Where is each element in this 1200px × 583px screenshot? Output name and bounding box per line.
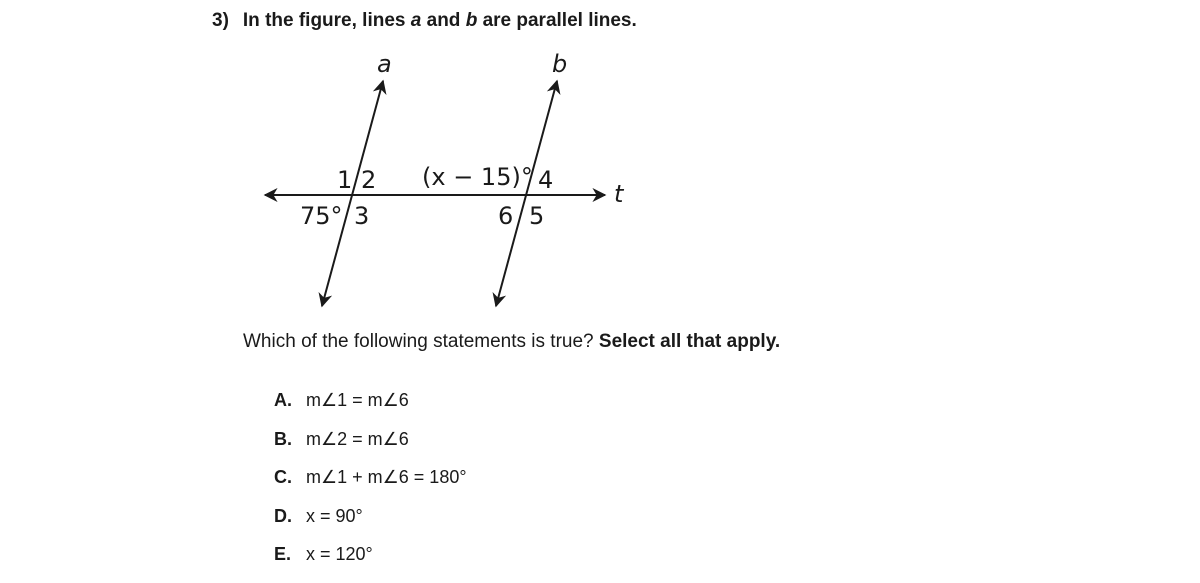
angle-4-label: 4 bbox=[538, 166, 554, 194]
choice-text: x = 90° bbox=[306, 505, 363, 526]
choice-c[interactable] bbox=[274, 467, 467, 506]
choice-text: x = 120° bbox=[306, 544, 373, 564]
question-number: 3) bbox=[212, 10, 229, 31]
angle-6-label: 6 bbox=[498, 202, 514, 230]
parallel-lines-figure bbox=[250, 44, 650, 319]
title-prefix: In the figure, lines bbox=[242, 10, 411, 31]
choice-d[interactable] bbox=[274, 506, 467, 545]
line-b-label: b bbox=[552, 50, 568, 78]
title-mid: and bbox=[421, 10, 466, 31]
choice-letter: E. bbox=[274, 544, 292, 564]
choice-letter: C. bbox=[274, 467, 292, 487]
angle-2-label: 2 bbox=[361, 166, 377, 194]
line-a-label: a bbox=[377, 50, 392, 78]
prompt-emphasis: Select all that apply. bbox=[598, 331, 781, 352]
prompt-text: Which of the following statements is true? bbox=[243, 331, 599, 352]
title-suffix: are parallel lines. bbox=[477, 10, 637, 31]
choice-e[interactable] bbox=[274, 544, 467, 583]
angle-1-label: 1 bbox=[337, 166, 353, 194]
figure-svg bbox=[250, 44, 650, 319]
choice-text: m∠2 = m∠6 bbox=[306, 428, 409, 449]
angle-expression-label: (x − 15)° bbox=[422, 163, 533, 191]
choice-letter: A. bbox=[274, 390, 292, 410]
choice-b[interactable] bbox=[274, 429, 467, 468]
choice-text: m∠1 = m∠6 bbox=[306, 390, 409, 410]
question-title bbox=[212, 10, 637, 32]
choice-text: m∠1 + m∠6 = 180° bbox=[306, 467, 467, 487]
question-prompt bbox=[243, 331, 780, 353]
answer-choices bbox=[274, 390, 467, 583]
angle-5-label: 5 bbox=[529, 202, 545, 230]
line-t-label: t bbox=[614, 180, 624, 208]
title-var-a: a bbox=[410, 10, 422, 31]
choice-a[interactable] bbox=[274, 390, 467, 429]
choice-letter: B. bbox=[274, 428, 292, 449]
angle-75-label: 75° bbox=[300, 202, 343, 230]
choice-letter: D. bbox=[274, 505, 292, 526]
angle-3-label: 3 bbox=[354, 202, 370, 230]
title-var-b: b bbox=[465, 10, 478, 31]
